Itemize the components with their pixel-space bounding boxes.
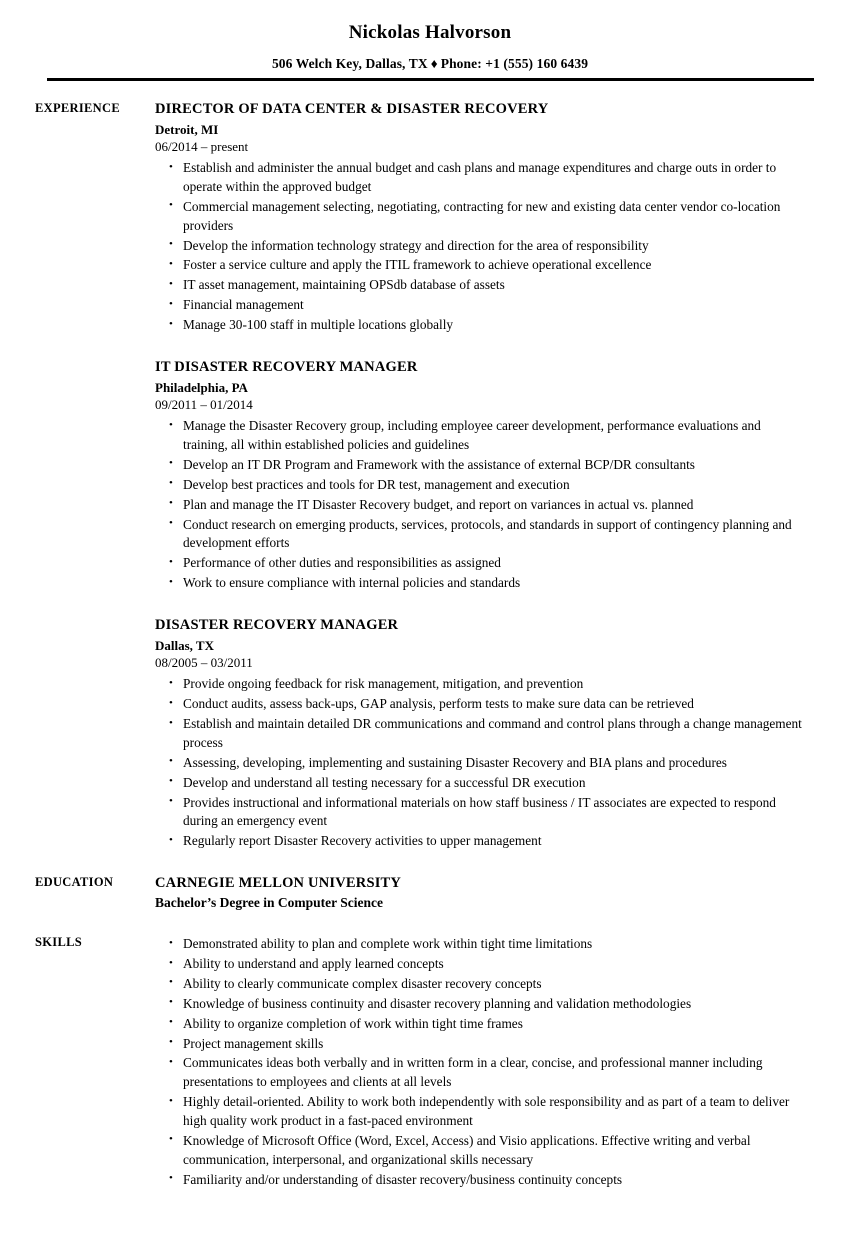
- job-dates: 08/2005 – 03/2011: [155, 655, 253, 671]
- job-bullet: • Manage 30-100 staff in multiple locations globally: [155, 316, 808, 335]
- job-bullet: • Establish and maintain detailed DR communications and command and control plans through a change management process: [155, 715, 808, 753]
- education-degree: Bachelor’s Degree in Computer Science: [155, 895, 383, 911]
- job-bullet-list: [155, 417, 808, 593]
- job-dates: 06/2014 – present: [155, 139, 249, 155]
- education-section: [0, 851, 860, 912]
- job-bullet: • Provide ongoing feedback for risk management, mitigation, and prevention: [155, 675, 808, 694]
- skill-bullet: • Communicates ideas both verbally and in written form in a clear, concise, and professional manner including presentations to employees and clients at all levels: [155, 1054, 808, 1092]
- skill-bullet: • Demonstrated ability to plan and complete work within tight time limitations: [155, 935, 808, 954]
- job-entry: [155, 616, 808, 851]
- job-bullet-list: [155, 675, 808, 851]
- job-bullet: • Develop the information technology strategy and direction for the area of responsibility: [155, 237, 808, 256]
- job-title: DIRECTOR OF DATA CENTER & DISASTER RECOVERY: [155, 100, 549, 117]
- job-bullet: • Develop an IT DR Program and Framework with the assistance of external BCP/DR consultants: [155, 456, 808, 475]
- job-bullet: • Manage the Disaster Recovery group, including employee career development, performance evaluations and training, all within established policies and guidelines: [155, 417, 808, 455]
- job-bullet: • Establish and administer the annual budget and cash plans and manage expenditures and charge outs in order to operate within the approved budget: [155, 159, 808, 197]
- skills-body: [155, 934, 808, 1189]
- job-bullet: • Work to ensure compliance with internal policies and standards: [155, 574, 808, 593]
- job-bullet: • Conduct research on emerging products, services, protocols, and standards in support of contingency planning and development efforts: [155, 516, 808, 554]
- job-dates: 09/2011 – 01/2014: [155, 397, 253, 413]
- job-entry: [155, 100, 808, 335]
- skill-bullet: • Ability to organize completion of work within tight time frames: [155, 1015, 808, 1034]
- job-bullet-list: [155, 159, 808, 335]
- section-label-experience: EXPERIENCE: [35, 100, 120, 115]
- skill-bullet: • Highly detail-oriented. Ability to work both independently with sole responsibility and as part of a team to deliver high quality work product in a fast-paced environment: [155, 1093, 808, 1131]
- job-bullet: • Develop best practices and tools for DR test, management and execution: [155, 476, 808, 495]
- skill-bullet: • Ability to understand and apply learned concepts: [155, 955, 808, 974]
- skill-bullet: • Familiarity and/or understanding of disaster recovery/business continuity concepts: [155, 1171, 808, 1190]
- job-bullet: • Financial management: [155, 296, 808, 315]
- contact-line: [0, 56, 860, 72]
- education-school: CARNEGIE MELLON UNIVERSITY: [155, 875, 402, 892]
- section-label-skills: SKILLS: [35, 935, 82, 950]
- job-bullet: • Assessing, developing, implementing and sustaining Disaster Recovery and BIA plans and procedures: [155, 754, 808, 773]
- job-location: Detroit, MI: [155, 121, 219, 137]
- experience-section: [0, 81, 860, 851]
- job-bullet: • Develop and understand all testing necessary for a successful DR execution: [155, 774, 808, 793]
- job-bullet: • Regularly report Disaster Recovery activities to upper management: [155, 832, 808, 851]
- job-location: Philadelphia, PA: [155, 380, 248, 396]
- skill-bullet: • Project management skills: [155, 1035, 808, 1054]
- job-bullet: • IT asset management, maintaining OPSdb database of assets: [155, 276, 808, 295]
- job-bullet: • Conduct audits, assess back-ups, GAP analysis, perform tests to make sure data can be retrieved: [155, 695, 808, 714]
- education-body: [155, 874, 808, 912]
- job-entry: [155, 358, 808, 593]
- skill-bullet: • Knowledge of business continuity and disaster recovery planning and validation methodologies: [155, 995, 808, 1014]
- diamond-separator-icon: ♦: [430, 55, 438, 71]
- contact-phone: Phone: +1 (555) 160 6439: [440, 55, 589, 71]
- contact-address: 506 Welch Key, Dallas, TX: [271, 55, 428, 71]
- job-bullet: • Foster a service culture and apply the ITIL framework to achieve operational excellence: [155, 256, 808, 275]
- experience-body: [155, 100, 808, 851]
- section-label-education: EDUCATION: [35, 875, 114, 890]
- job-title: DISASTER RECOVERY MANAGER: [155, 617, 399, 634]
- resume-header: [0, 0, 860, 81]
- job-bullet: • Provides instructional and informational materials on how staff business / IT associates are expected to respond during an emergency event: [155, 794, 808, 832]
- job-bullet: • Plan and manage the IT Disaster Recovery budget, and report on variances in actual vs. planned: [155, 496, 808, 515]
- job-location: Dallas, TX: [155, 638, 214, 654]
- job-bullet: • Performance of other duties and responsibilities as assigned: [155, 554, 808, 573]
- skills-section: [0, 912, 860, 1189]
- candidate-name: Nickolas Halvorson: [348, 22, 512, 43]
- skill-bullet: • Knowledge of Microsoft Office (Word, Excel, Access) and Visio applications. Effective writing and verbal communication, interpersonal, and organizational skills necessary: [155, 1132, 808, 1170]
- job-bullet: • Commercial management selecting, negotiating, contracting for new and existing data center vendor co-location providers: [155, 198, 808, 236]
- skill-bullet: • Ability to clearly communicate complex disaster recovery concepts: [155, 975, 808, 994]
- job-title: IT DISASTER RECOVERY MANAGER: [155, 358, 418, 375]
- skills-bullet-list: [155, 935, 808, 1189]
